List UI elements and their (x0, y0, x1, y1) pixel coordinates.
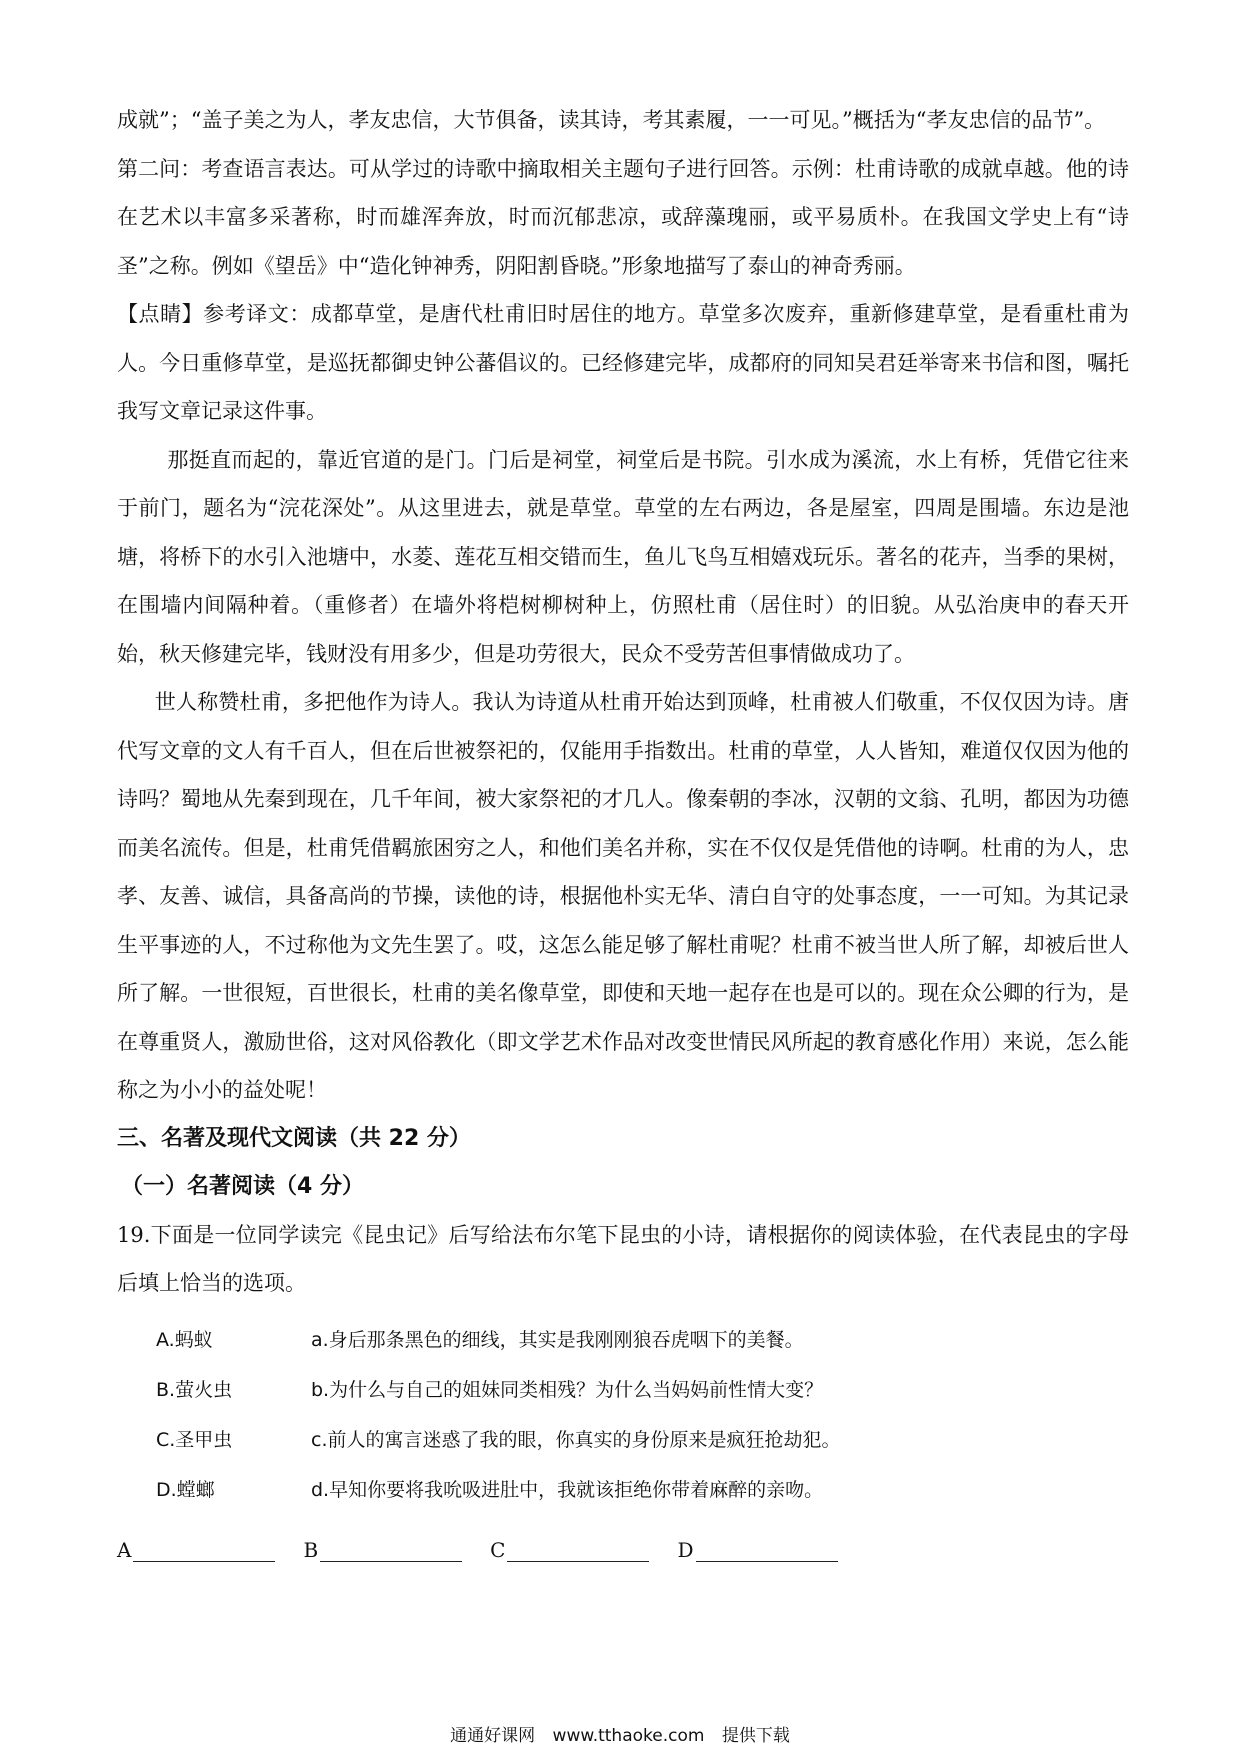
answer-label: C (490, 1537, 506, 1562)
answer-paragraph-2: 第二问：考查语言表达。可从学过的诗歌中摘取相关主题句子进行回答。示例：杜甫诗歌的成就卓越。他的诗在艺术以丰富多采著称，时而雄浑奔放，时而沉郁悲凉，或辞藻瑰丽，或平易质朴。在我国文学史上有“诗圣”之称。例如《望岳》中“造化钟神秀，阴阳割昏晓。”形象地描写了泰山的神奇秀丽。 (117, 156, 1129, 278)
translation-paragraph-1: 那挺直而起的，靠近官道的是门。门后是祠堂，祠堂后是书院。引水成为溪流，水上有桥，凭借它往来于前门，题名为“浣花深处”。从这里进去，就是草堂。草堂的左右两边，各是屋室，四周是围墙。东边是池塘，将桥下的水引入池塘中，水菱、莲花互相交错而生，鱼儿飞鸟互相嬉戏玩乐。著名的花卉，当季的果树，在围墙内间隔种着。（重修者）在墙外将桤树柳树种上，仿照杜甫（居住时）的旧貌。从弘治庚申的春天开始，秋天修建完毕，钱财没有用多少，但是功劳很大，民众不受劳苦但事情做成功了。 (117, 447, 1129, 666)
poem-line: d.早知你要将我吮吸进肚中，我就该拒绝你带着麻醉的亲吻。 (311, 1479, 824, 1501)
question-19: 19.下面是一位同学读完《昆虫记》后写给法布尔笔下昆虫的小诗，请根据你的阅读体验，在代表昆虫的字母后填上恰当的选项。 (117, 1222, 1129, 1295)
answer-blank-b[interactable] (303, 1537, 462, 1562)
poem-line: c.前人的寓言迷惑了我的眼，你真实的身份原来是疯狂抢劫犯。 (311, 1429, 841, 1451)
section-heading: 三、名著及现代文阅读（共 22 分） (117, 1125, 471, 1151)
option-row (117, 1464, 1129, 1514)
blank-line (507, 1537, 649, 1562)
option-row (117, 1364, 1129, 1414)
translation-intro: 【点睛】参考译文：成都草堂，是唐代杜甫旧时居住的地方。草堂多次废弃，重新修建草堂，是看重杜甫为人。今日重修草堂，是巡抚都御史钟公蕃倡议的。已经修建完毕，成都府的同知吴君廷举寄来书信和图，嘱托我写文章记录这件事。 (117, 302, 1129, 423)
answer-blank-a[interactable] (117, 1537, 275, 1562)
insect-label: C.圣甲虫 (156, 1429, 233, 1451)
poem-line: b.为什么与自己的姐妹同类相残？为什么当妈妈前性情大变？ (311, 1379, 824, 1401)
insect-label: D.螳螂 (156, 1479, 215, 1501)
insect-label: A.蚂蚁 (156, 1329, 213, 1351)
page-footer (0, 1721, 1240, 1746)
answer-blanks (117, 1522, 1129, 1562)
footer-site-name: 通通好课网 (450, 1726, 536, 1746)
document-body (117, 96, 1129, 1562)
option-list (117, 1314, 1129, 1514)
answer-label: B (303, 1537, 319, 1562)
option-row (117, 1414, 1129, 1464)
sub-heading: （一）名著阅读（4 分） (121, 1173, 364, 1199)
translation-paragraph-2: 世人称赞杜甫，多把他作为诗人。我认为诗道从杜甫开始达到顶峰，杜甫被人们敬重，不仅仅因为诗。唐代写文章的文人有千百人，但在后世被祭祀的，仅能用手指数出。杜甫的草堂，人人皆知，难道仅仅因为他的诗吗？蜀地从先秦到现在，几千年间，被大家祭祀的才几人。像秦朝的李冰，汉朝的文翁、孔明，都因为功德而美名流传。但是，杜甫凭借羁旅困穷之人，和他们美名并称，实在不仅仅是凭借他的诗啊。杜甫的为人，忠孝、友善、诚信，具备高尚的节操，读他的诗，根据他朴实无华、清白自守的处事态度，一一可知。为其记录生平事迹的人，不过称他为文先生罢了。哎，这怎么能足够了解杜甫呢？杜甫不被当世人所了解，却被后世人所了解。一世很短，百世很长，杜甫的美名像草堂，即使和天地一起存在也是可以的。现在众公卿的行为，是在尊重贤人，激励世俗，这对风俗教化（即文学艺术作品对改变世情民风所起的教育感化作用）来说，怎么能称之为小小的益处呢！ (117, 690, 1129, 1102)
footer-url[interactable]: www.tthaoke.com (552, 1726, 705, 1746)
footer-tagline: 提供下载 (721, 1726, 790, 1746)
answer-blank-d[interactable] (677, 1537, 837, 1562)
blank-line (320, 1537, 462, 1562)
answer-label: D (677, 1537, 694, 1562)
blank-line (696, 1537, 838, 1562)
poem-line: a.身后那条黑色的细线，其实是我刚刚狼吞虎咽下的美餐。 (311, 1329, 804, 1351)
insect-label: B.萤火虫 (156, 1379, 233, 1401)
answer-paragraph-1: 成就”；“盖子美之为人，孝友忠信，大节俱备，读其诗，考其素履，一一可见。”概括为“孝友忠信的品节”。 (117, 108, 1106, 132)
blank-line (133, 1537, 275, 1562)
answer-label: A (117, 1537, 132, 1562)
option-row (117, 1314, 1129, 1364)
answer-blank-c[interactable] (490, 1537, 649, 1562)
